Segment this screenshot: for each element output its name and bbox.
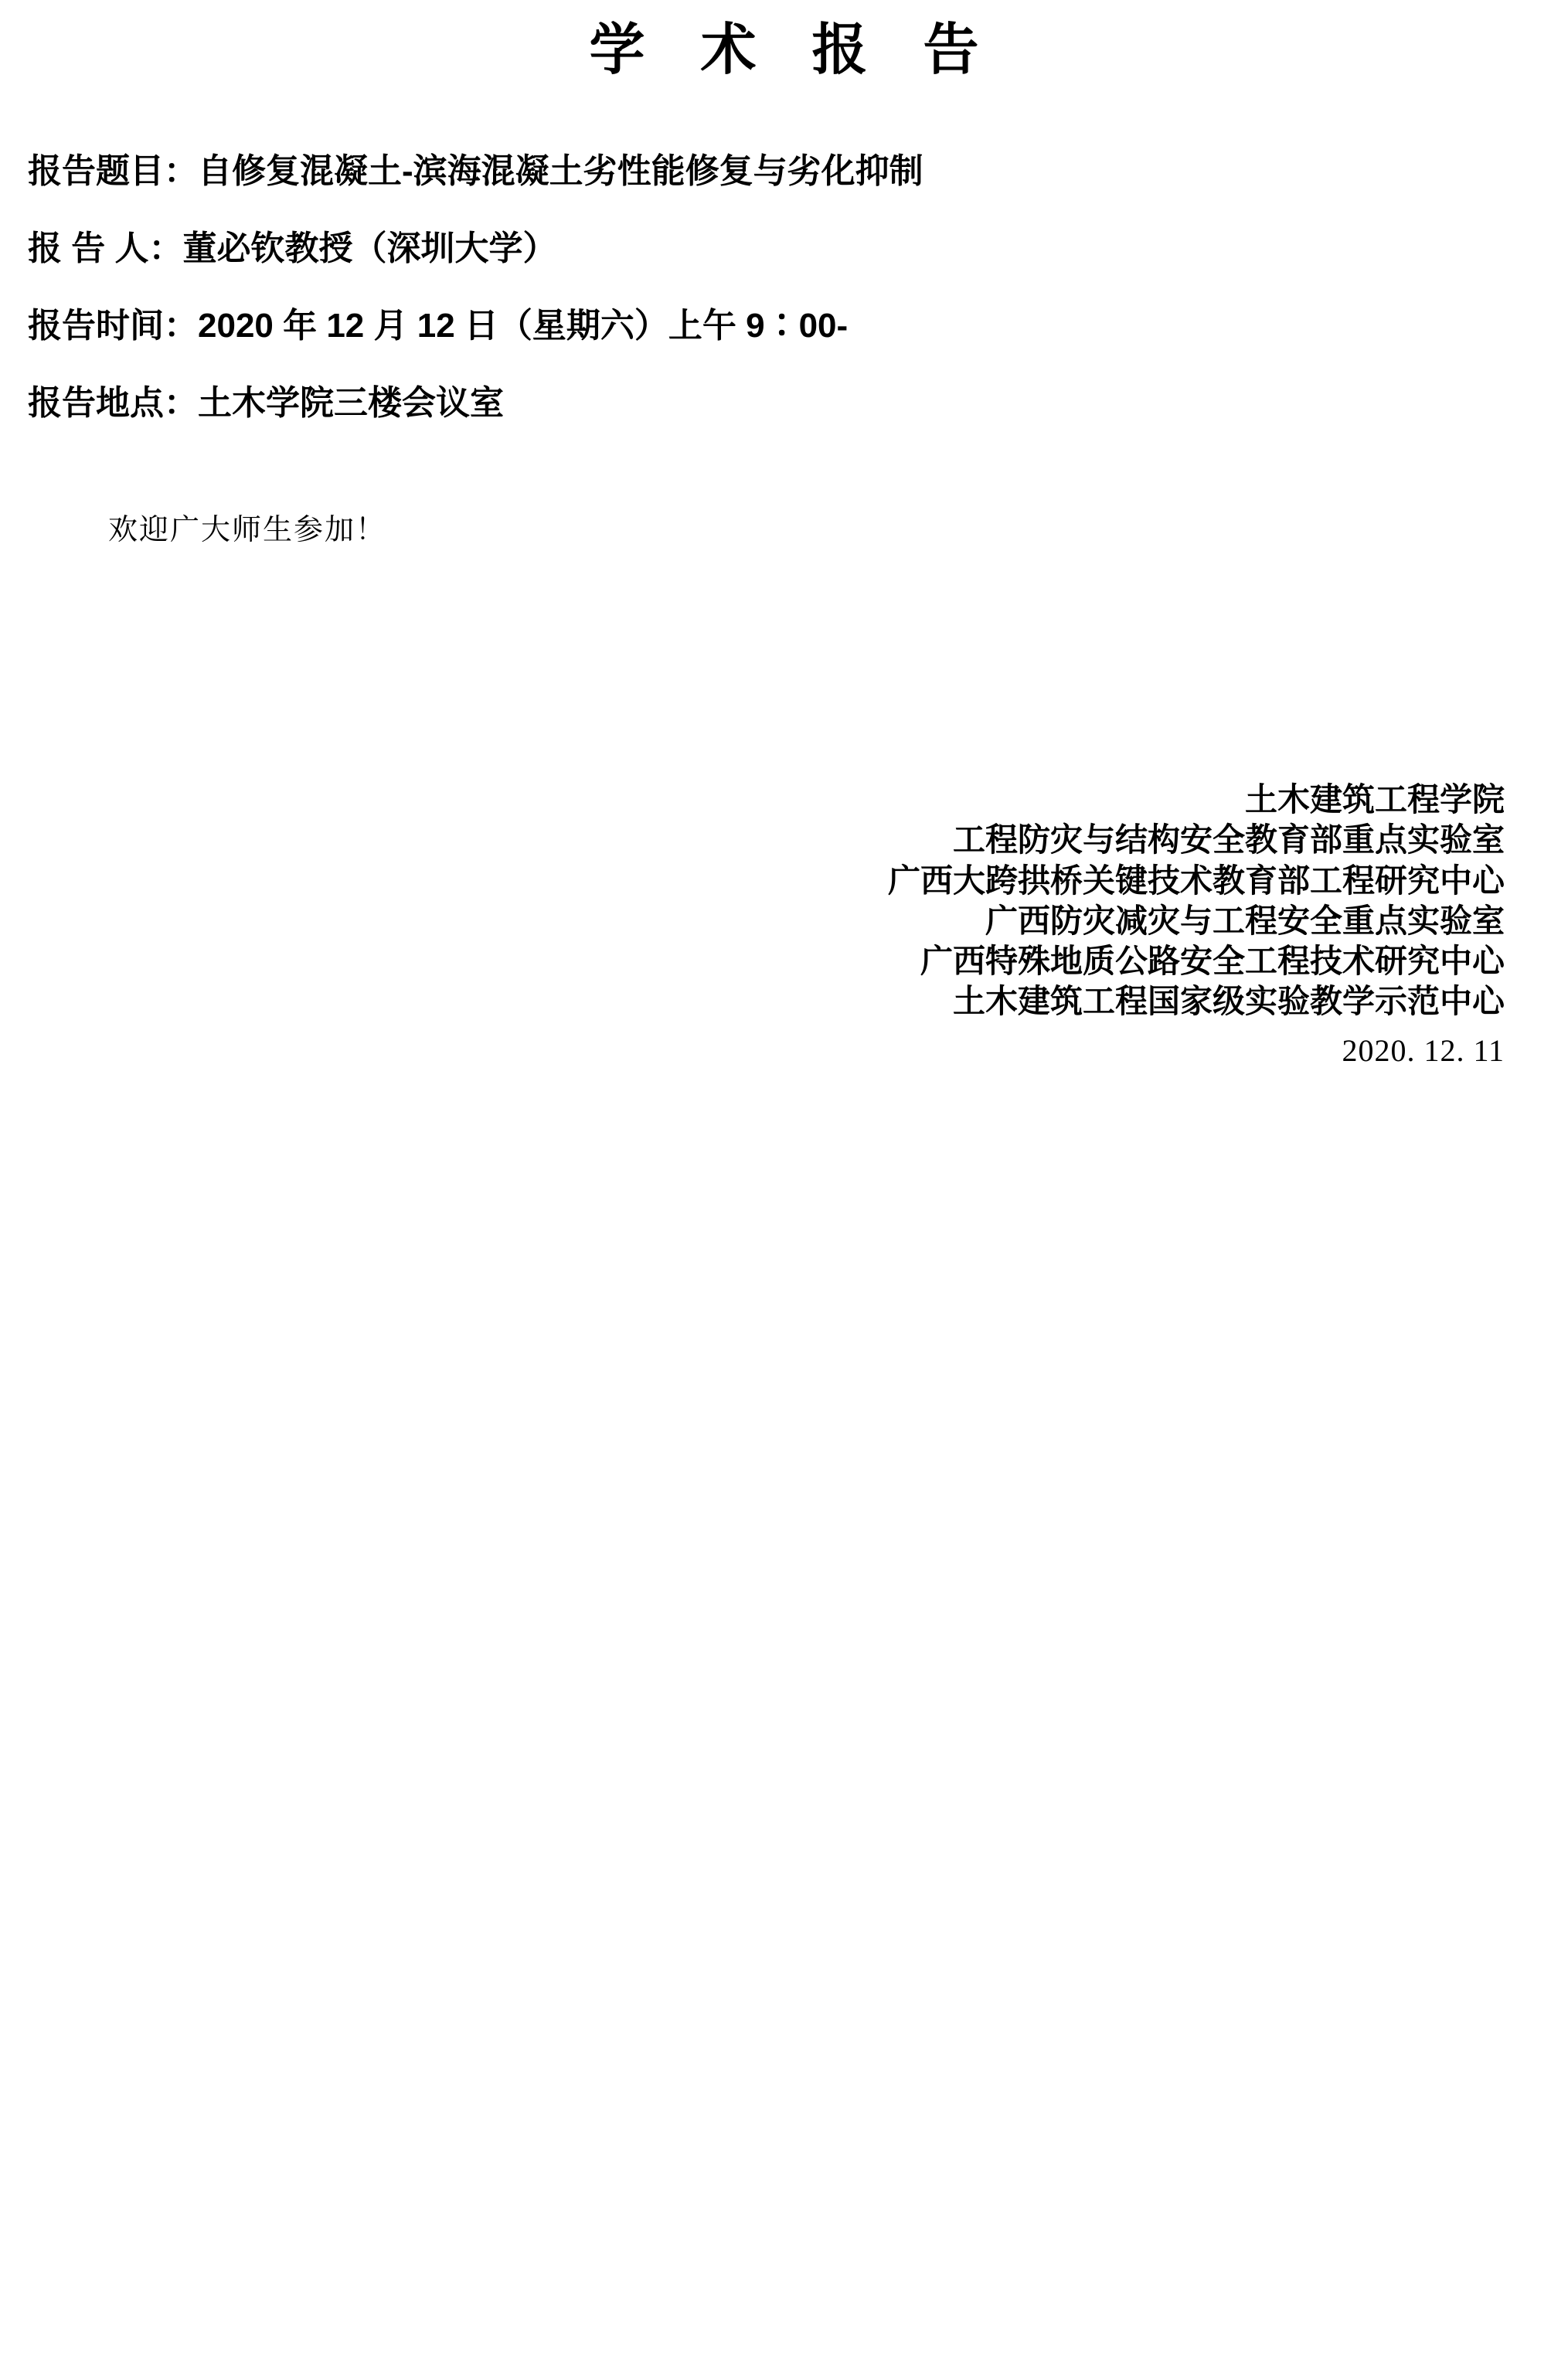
signature-line: 土木建筑工程学院 [1244,781,1505,818]
detail-topic: 报告题目：自修复混凝土-滨海混凝土劣性能修复与劣化抑制 [28,152,923,191]
signature-line: 广西防灾减灾与工程安全重点实验室 [985,902,1505,939]
signature-block [0,780,1568,1073]
welcome-note: 欢迎广大师生参加！ [108,514,387,547]
signature-date: 2020. 12. 11 [1342,1032,1505,1068]
page-title: 学 术 报 告 [589,19,999,81]
signature-line: 广西特殊地质公路安全工程技术研究中心 [920,942,1505,979]
signature-line: 工程防灾与结构安全教育部重点实验室 [952,821,1505,859]
signature-line: 土木建筑工程国家级实验教学示范中心 [952,982,1505,1019]
detail-speaker: 报 告 人：董必钦教授（深圳大学） [28,230,557,268]
detail-location: 报告地点：土木学院三楼会议室 [28,384,504,423]
announcement-details [0,152,1568,423]
detail-time: 报告时间：2020 年 12 月 12 日（星期六）上午 9∶00- [28,307,849,345]
signature-line: 广西大跨拱桥关键技术教育部工程研究中心 [887,862,1505,899]
